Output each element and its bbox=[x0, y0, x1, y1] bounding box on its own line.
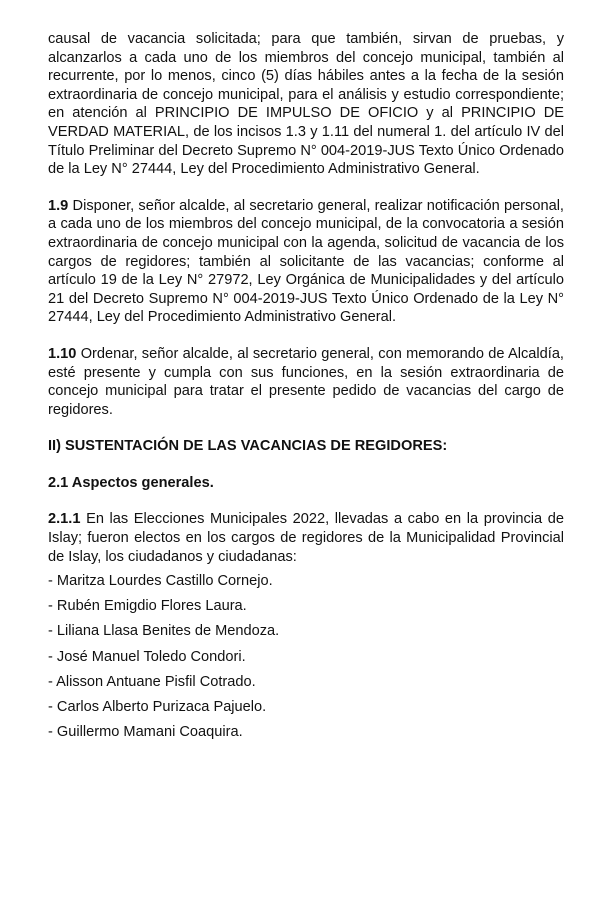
paragraph-1-9 bbox=[48, 197, 564, 327]
spacer bbox=[48, 456, 564, 474]
list-item: - Guillermo Mamani Coaquira. bbox=[48, 723, 243, 740]
paragraph-2-1-1 bbox=[48, 510, 564, 566]
list-item: - Maritza Lourdes Castillo Cornejo. bbox=[48, 573, 273, 590]
paragraph-text: Disponer, señor alcalde, al secretario general, realizar notificación personal, a cada uno de los miembros del concejo municipal, de la convocatoria a sesión extraordinaria de concejo municipal con la agenda, solicitud de vacancia de los cargos de regidores; también al solicitante de las vacancias; conforme al artículo 19 de la Ley N° 27972, Ley Orgánica de Municipalidades y del artículo 21 del Decreto Supremo N° 004-2019-JUS Texto Único Ordenado de la Ley N° 27444, Ley del Procedimiento Administrativo General. bbox=[48, 197, 564, 326]
list-item: - Alisson Antuane Pisfil Cotrado. bbox=[48, 673, 256, 690]
paragraph-continuation: causal de vacancia solicitada; para que también, sirvan de pruebas, y alcanzarlos a cada uno de los miembros del concejo municipal, también al recurrente, por lo menos, cinco (5) días hábiles antes a la fecha de la sesión extraordinaria de concejo municipal, para el análisis y estudio correspondiente; en atención al PRINCIPIO DE IMPULSO DE OFICIO y al PRINCIPIO DE VERDAD MATERIAL, de los incisos 1.3 y 1.11 del numeral 1. del artículo IV del Título Preliminar del Decreto Supremo N° 004-2019-JUS Texto Único Ordenado de la Ley N° 27444, Ley del Procedimiento Administrativo General. bbox=[48, 31, 564, 178]
list-item: - Rubén Emigdio Flores Laura. bbox=[48, 598, 247, 615]
paragraph-text: En las Elecciones Municipales 2022, llevadas a cabo en la provincia de Islay; fueron electos en los cargos de regidores de la Municipalidad Provincial de Islay, los ciudadanos y ciudadanas: bbox=[48, 511, 564, 565]
regidores-list bbox=[48, 572, 564, 741]
spacer bbox=[48, 327, 564, 345]
list-item: - Carlos Alberto Purizaca Pajuelo. bbox=[48, 698, 267, 715]
spacer bbox=[48, 492, 564, 510]
paragraph-number: 1.9 bbox=[48, 197, 69, 214]
spacer bbox=[48, 419, 564, 437]
document-page bbox=[48, 30, 564, 748]
paragraph-number: 1.10 bbox=[48, 345, 77, 362]
list-item: - Liliana Llasa Benites de Mendoza. bbox=[48, 623, 280, 640]
list-item: - José Manuel Toledo Condori. bbox=[48, 648, 246, 665]
paragraph-text: Ordenar, señor alcalde, al secretario general, con memorando de Alcaldía, esté presente y cumpla con sus funciones, en la sesión extraordinaria de concejo municipal para tratar el presente pedido de vacancias del cargo de regidores. bbox=[48, 345, 564, 418]
section-heading: II) SUSTENTACIÓN DE LAS VACANCIAS DE REGIDORES: bbox=[48, 438, 448, 455]
spacer bbox=[48, 179, 564, 197]
subsection-heading: 2.1 Aspectos generales. bbox=[48, 474, 214, 491]
paragraph-number: 2.1.1 bbox=[48, 511, 81, 528]
paragraph-1-10 bbox=[48, 345, 564, 419]
